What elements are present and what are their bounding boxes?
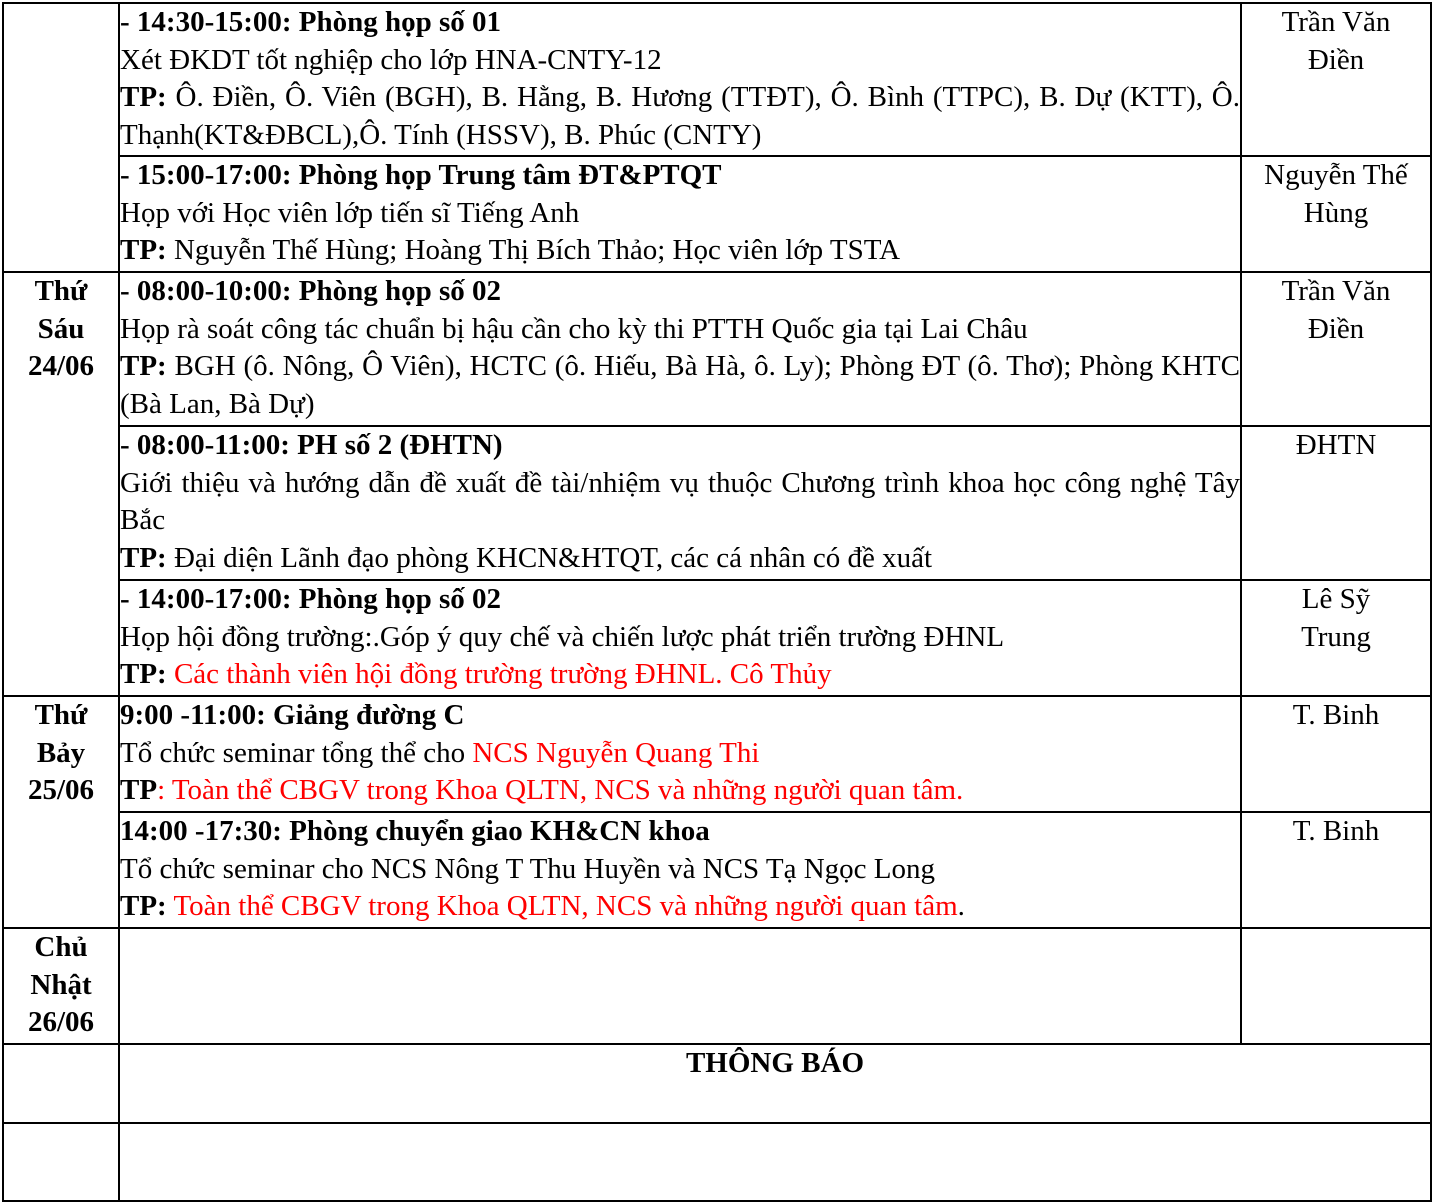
tp-text: Ô. Điền, Ô. Viên (BGH), B. Hằng, B. Hương (TTĐT), Ô. Bình (TTPC), B. Dự (KTT), Ô. Thạnh(KT&ĐBCL),Ô. Tính (HSSV), B. Phúc (CNTY) bbox=[120, 81, 1240, 151]
tp-label: TP: bbox=[120, 81, 167, 113]
day-label: Thứ bbox=[34, 699, 88, 731]
day-label: Thứ bbox=[34, 275, 88, 307]
owner-name-line: Nguyễn Thế bbox=[1264, 159, 1408, 191]
description-text: Tổ chức seminar tổng thể cho bbox=[120, 736, 473, 769]
owner-name-line: Trần Văn bbox=[1281, 6, 1391, 38]
event-time: 14:00 -17:30: Phòng chuyển giao KH&CN khoa bbox=[120, 815, 710, 847]
event-description: Họp hội đồng trường:.Góp ý quy chế và chiến lược phát triển trường ĐHNL bbox=[120, 620, 1005, 653]
tp-tail: . bbox=[957, 890, 965, 922]
owner-cell bbox=[1241, 812, 1431, 928]
owner-name-line: Điền bbox=[1307, 312, 1365, 345]
event-time: - 14:30-15:00: Phòng họp số 01 bbox=[120, 6, 502, 38]
event-description: Xét ĐKDT tốt nghiệp cho lớp HNA-CNTY-12 bbox=[120, 43, 662, 76]
tp-label: TP: bbox=[120, 890, 167, 922]
notice-body-cell bbox=[119, 1123, 1431, 1201]
notice-left-cell bbox=[3, 1044, 119, 1123]
tp-text: Nguyễn Thế Hùng; Hoàng Thị Bích Thảo; Học viên lớp TSTA bbox=[166, 234, 901, 266]
owner-name-line: T. Binh bbox=[1292, 815, 1380, 847]
tp-label: TP: bbox=[120, 541, 167, 574]
notice-body-left-cell bbox=[3, 1123, 119, 1201]
tp-label: TP: bbox=[120, 658, 167, 690]
event-time: - 08:00-10:00: Phòng họp số 02 bbox=[120, 275, 502, 307]
day-cell-saturday bbox=[3, 696, 119, 928]
owner-name-line: Điền bbox=[1307, 43, 1365, 76]
event-cell bbox=[119, 812, 1241, 928]
event-cell-empty bbox=[119, 928, 1241, 1044]
event-time: - 15:00-17:00: Phòng họp Trung tâm ĐT&PTQT bbox=[120, 159, 722, 191]
day-cell-friday bbox=[3, 272, 119, 696]
schedule-row bbox=[3, 580, 1431, 696]
owner-cell bbox=[1241, 696, 1431, 812]
event-description bbox=[120, 735, 1240, 773]
event-time: - 14:00-17:00: Phòng họp số 02 bbox=[120, 583, 502, 615]
event-time: - 08:00-11:00: PH số 2 (ĐHTN) bbox=[120, 429, 503, 461]
owner-name-line: Trung bbox=[1301, 620, 1371, 653]
owner-cell bbox=[1241, 156, 1431, 272]
tp-text-highlight: Toàn thể CBGV trong Khoa QLTN, NCS và những người quan tâm bbox=[166, 890, 958, 922]
owner-cell-empty bbox=[1241, 928, 1431, 1044]
event-cell bbox=[119, 3, 1241, 156]
owner-name-line: T. Binh bbox=[1292, 699, 1380, 731]
owner-cell bbox=[1241, 580, 1431, 696]
owner-name-line: ĐHTN bbox=[1295, 429, 1377, 461]
event-participants bbox=[120, 656, 1240, 694]
event-participants bbox=[120, 232, 1240, 270]
day-label: Nhật bbox=[30, 968, 92, 1001]
event-participants bbox=[120, 79, 1240, 154]
schedule-row bbox=[3, 3, 1431, 156]
owner-name-line: Hùng bbox=[1303, 196, 1369, 229]
tp-label: TP: bbox=[120, 234, 167, 266]
day-label: Bảy bbox=[36, 736, 86, 769]
tp-text: BGH (ô. Nông, Ô Viên), HCTC (ô. Hiếu, Bà Hà, ô. Ly); Phòng ĐT (ô. Thơ); Phòng KHTC (Bà Lan, Bà Dự) bbox=[120, 350, 1240, 420]
owner-name-line: Trần Văn bbox=[1281, 275, 1391, 307]
owner-cell bbox=[1241, 426, 1431, 580]
day-cell-empty bbox=[3, 3, 119, 272]
tp-label: TP: bbox=[120, 350, 167, 382]
day-label: Sáu bbox=[37, 312, 85, 345]
event-cell bbox=[119, 156, 1241, 272]
tp-text-highlight: Các thành viên hội đồng trường trường ĐHNL. Cô Thủy bbox=[166, 658, 832, 690]
day-date: 24/06 bbox=[27, 350, 95, 382]
schedule-row bbox=[3, 696, 1431, 812]
event-description: Họp rà soát công tác chuẩn bị hậu cần cho kỳ thi PTTH Quốc gia tại Lai Châu bbox=[120, 312, 1028, 345]
schedule-row bbox=[3, 426, 1431, 580]
tp-text: Đại diện Lãnh đạo phòng KHCN&HTQT, các cá nhân có đề xuất bbox=[166, 541, 933, 574]
schedule-row bbox=[3, 272, 1431, 426]
event-cell bbox=[119, 696, 1241, 812]
notice-body-row bbox=[3, 1123, 1431, 1201]
event-cell bbox=[119, 272, 1241, 426]
event-participants bbox=[120, 772, 1240, 810]
day-cell-sunday bbox=[3, 928, 119, 1044]
tp-label: TP bbox=[120, 774, 158, 806]
schedule-row bbox=[3, 812, 1431, 928]
event-participants bbox=[120, 888, 1240, 926]
event-description: Giới thiệu và hướng dẫn đề xuất đề tài/nhiệm vụ thuộc Chương trình khoa học công nghệ Tây Bắc bbox=[120, 466, 1240, 536]
event-cell bbox=[119, 580, 1241, 696]
event-participants bbox=[120, 348, 1240, 423]
day-date: 26/06 bbox=[27, 1006, 95, 1038]
event-description: Tổ chức seminar cho NCS Nông T Thu Huyền và NCS Tạ Ngọc Long bbox=[120, 852, 936, 885]
event-description: Họp với Học viên lớp tiến sĩ Tiếng Anh bbox=[120, 196, 580, 229]
notice-row bbox=[3, 1044, 1431, 1123]
event-time: 9:00 -11:00: Giảng đường C bbox=[120, 699, 465, 731]
schedule-table bbox=[2, 2, 1432, 1202]
day-date: 25/06 bbox=[27, 774, 95, 806]
owner-cell bbox=[1241, 3, 1431, 156]
owner-name-line: Lê Sỹ bbox=[1301, 583, 1371, 615]
owner-cell bbox=[1241, 272, 1431, 426]
event-cell bbox=[119, 426, 1241, 580]
day-label: Chủ bbox=[34, 931, 88, 963]
schedule-row bbox=[3, 928, 1431, 1044]
schedule-row bbox=[3, 156, 1431, 272]
tp-text-highlight: : Toàn thể CBGV trong Khoa QLTN, NCS và những người quan tâm. bbox=[157, 774, 964, 806]
description-highlight: NCS Nguyễn Quang Thi bbox=[472, 736, 760, 769]
notice-title: THÔNG BÁO bbox=[119, 1044, 1431, 1123]
event-participants bbox=[120, 540, 1240, 578]
